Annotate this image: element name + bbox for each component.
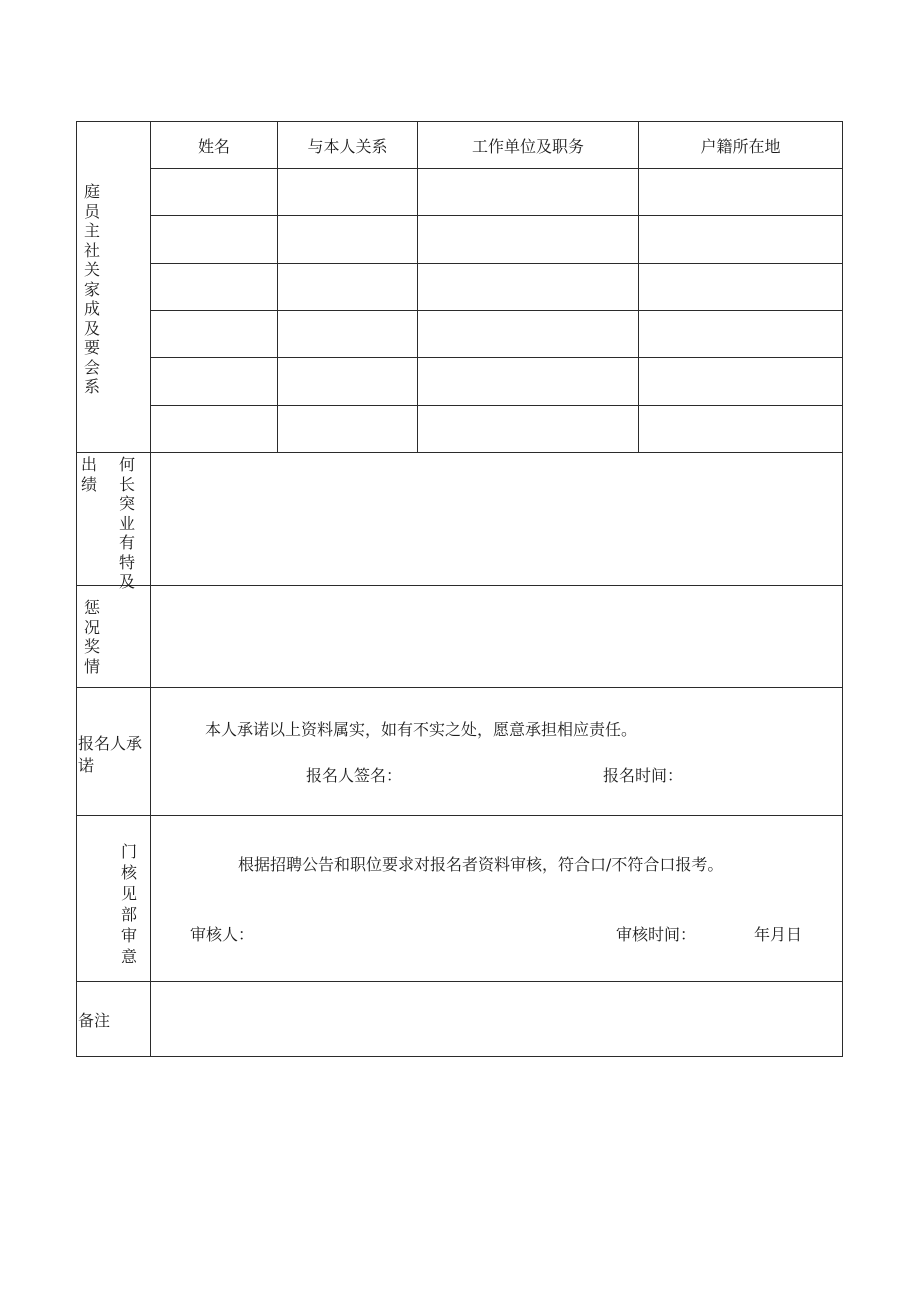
family-cell[interactable]	[639, 169, 842, 215]
table-border-right	[842, 121, 843, 1057]
family-cell[interactable]	[151, 169, 277, 215]
review-statement: 根据招聘公告和职位要求对报名者资料审核，符合口/不符合口报考。	[238, 855, 724, 874]
family-cell[interactable]	[278, 311, 417, 357]
reviewer-label: 审核人：	[190, 925, 255, 944]
family-cell[interactable]	[278, 216, 417, 263]
review-date-label: 年月日	[754, 925, 803, 944]
family-cell[interactable]	[639, 358, 842, 405]
review-time-label: 审核时间：	[616, 925, 697, 944]
table-border-left	[76, 121, 77, 1057]
header-relationship: 与本人关系	[307, 136, 388, 156]
family-cell[interactable]	[151, 311, 277, 357]
specialty-field[interactable]	[151, 453, 842, 585]
family-cell[interactable]	[418, 358, 638, 405]
remarks-field[interactable]	[151, 982, 842, 1056]
awards-field[interactable]	[151, 586, 842, 687]
section-divider	[76, 815, 843, 816]
family-cell[interactable]	[278, 169, 417, 215]
family-cell[interactable]	[278, 358, 417, 405]
remarks-label: 备注	[78, 1011, 111, 1030]
header-name: 姓名	[197, 136, 230, 156]
family-cell[interactable]	[639, 406, 842, 452]
header-household-registration: 户籍所在地	[700, 136, 781, 156]
application-time-label: 报名时间：	[603, 766, 684, 785]
family-cell[interactable]	[418, 406, 638, 452]
family-cell[interactable]	[278, 264, 417, 310]
signature-label: 报名人签名：	[306, 766, 403, 785]
specialty-label-right: 何长突业有特及	[118, 455, 135, 591]
family-cell[interactable]	[151, 358, 277, 405]
family-cell[interactable]	[418, 169, 638, 215]
family-cell[interactable]	[278, 406, 417, 452]
family-cell[interactable]	[151, 264, 277, 310]
family-cell[interactable]	[639, 264, 842, 310]
pledge-statement: 本人承诺以上资料属实，如有不实之处，愿意承担相应责任。	[205, 720, 638, 739]
pledge-label: 报名人承诺	[78, 734, 143, 775]
awards-label: 惩况奖情	[83, 598, 100, 676]
table-border-bottom	[76, 1056, 843, 1057]
header-employer-position: 工作单位及职务	[471, 136, 584, 156]
family-cell[interactable]	[151, 406, 277, 452]
family-cell[interactable]	[151, 216, 277, 263]
family-cell[interactable]	[639, 311, 842, 357]
review-label: 门核见部审意	[120, 842, 137, 966]
family-section-label: 庭员主社关家成及要会系	[83, 182, 100, 396]
family-cell[interactable]	[418, 216, 638, 263]
specialty-label-left: 出绩	[80, 455, 97, 494]
family-cell[interactable]	[418, 264, 638, 310]
family-cell[interactable]	[639, 216, 842, 263]
section-divider	[76, 687, 843, 688]
family-cell[interactable]	[418, 311, 638, 357]
